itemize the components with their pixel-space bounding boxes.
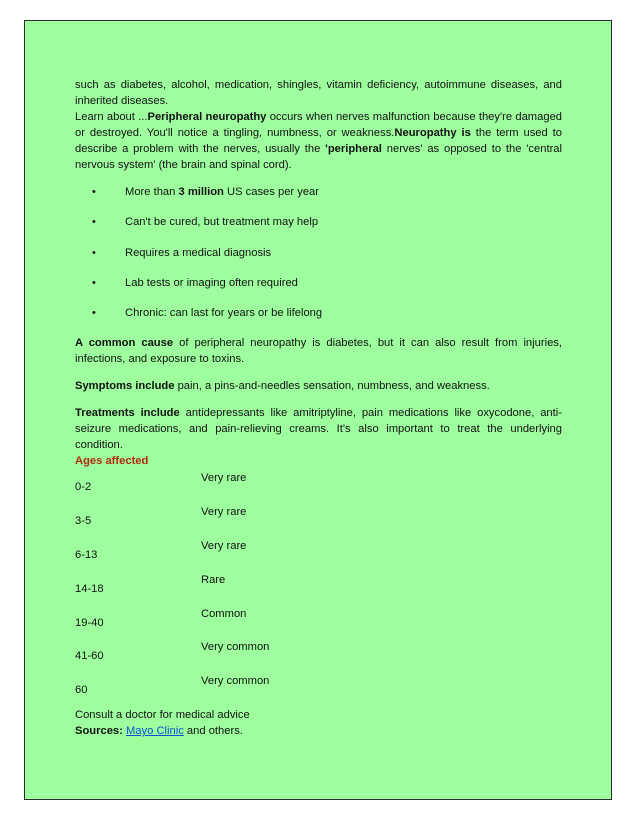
age-range: 19-40 xyxy=(75,616,104,629)
term-neuropathy: Neuropathy is xyxy=(394,127,471,139)
table-row xyxy=(75,673,562,707)
definition-text-1: occurs when nerves malfunction because they're damaged or destroyed. You'll notice a tingling, numbness, or weakness. xyxy=(75,111,563,139)
intro-line: such as diabetes, alcohol, medication, shingles, vitamin deficiency, autoimmune diseases, and inherited diseases. xyxy=(75,79,562,107)
case-count: 3 million xyxy=(178,186,224,198)
learn-prefix: Learn about ... xyxy=(75,111,148,123)
sources-line xyxy=(75,723,562,739)
table-row xyxy=(75,470,562,504)
cause-heading: A common cause xyxy=(75,337,174,350)
list-item: • Requires a medical diagnosis xyxy=(75,245,562,275)
age-range: 3-5 xyxy=(75,515,92,528)
age-range: 0-2 xyxy=(75,481,92,494)
list-item: • More than 3 million US cases per year xyxy=(75,184,562,214)
table-row xyxy=(75,639,562,673)
table-row xyxy=(75,606,562,640)
frequency-level: Very rare xyxy=(201,506,247,519)
frequency-level: Very rare xyxy=(201,472,247,485)
frequency-level: Very rare xyxy=(201,540,247,553)
page-content xyxy=(75,77,562,739)
age-range: 14-18 xyxy=(75,582,104,595)
cause-paragraph xyxy=(75,335,562,367)
sources-label: Sources: xyxy=(75,725,123,738)
table-row xyxy=(75,538,562,572)
ages-affected-heading: Ages affected xyxy=(75,455,149,468)
mayo-clinic-link[interactable]: Mayo Clinic xyxy=(125,725,184,738)
sources-suffix: and others. xyxy=(183,725,243,738)
facts-list xyxy=(75,184,562,335)
table-row xyxy=(75,504,562,538)
treatments-heading: Treatments include xyxy=(75,407,180,420)
frequency-level: Rare xyxy=(201,573,226,586)
consult-note: Consult a doctor for medical advice xyxy=(75,709,250,722)
cause-text: of peripheral neuropathy is diabetes, but it can also result from injuries, infections, and exposure to toxins. xyxy=(75,337,562,366)
term-peripheral-neuropathy: Peripheral neuropathy xyxy=(147,111,267,123)
frequency-level: Very common xyxy=(201,641,270,654)
document-page xyxy=(24,20,612,800)
treatments-paragraph xyxy=(75,405,562,453)
frequency-level: Very common xyxy=(201,675,270,688)
treatments-text: antidepressants like amitriptyline, pain medications like oxycodone, anti-seizure medications, and pain-relieving creams. It's also important to treat the underlying condition. xyxy=(75,407,562,452)
age-range: 41-60 xyxy=(75,650,104,663)
frequency-level: Common xyxy=(201,607,247,620)
term-peripheral: 'peripheral xyxy=(325,143,382,155)
list-item: • Chronic: can last for years or be lifelong xyxy=(75,305,562,335)
list-item: • Can't be cured, but treatment may help xyxy=(75,214,562,244)
definition-text-2: the term used to describe a problem with the nerves, usually the xyxy=(75,127,562,155)
table-row xyxy=(75,572,562,606)
definition-text-3: nerves' as opposed to the 'central nervous system' (the brain and spinal cord). xyxy=(75,143,563,171)
age-range: 60 xyxy=(75,684,88,697)
intro-paragraph xyxy=(75,77,562,173)
symptoms-text: pain, a pins-and-needles sensation, numbness, and weakness. xyxy=(174,380,490,393)
age-range: 6-13 xyxy=(75,549,98,562)
symptoms-paragraph xyxy=(75,378,562,394)
symptoms-heading: Symptoms include xyxy=(75,380,175,393)
list-item: • Lab tests or imaging often required xyxy=(75,275,562,305)
ages-table xyxy=(75,470,562,707)
